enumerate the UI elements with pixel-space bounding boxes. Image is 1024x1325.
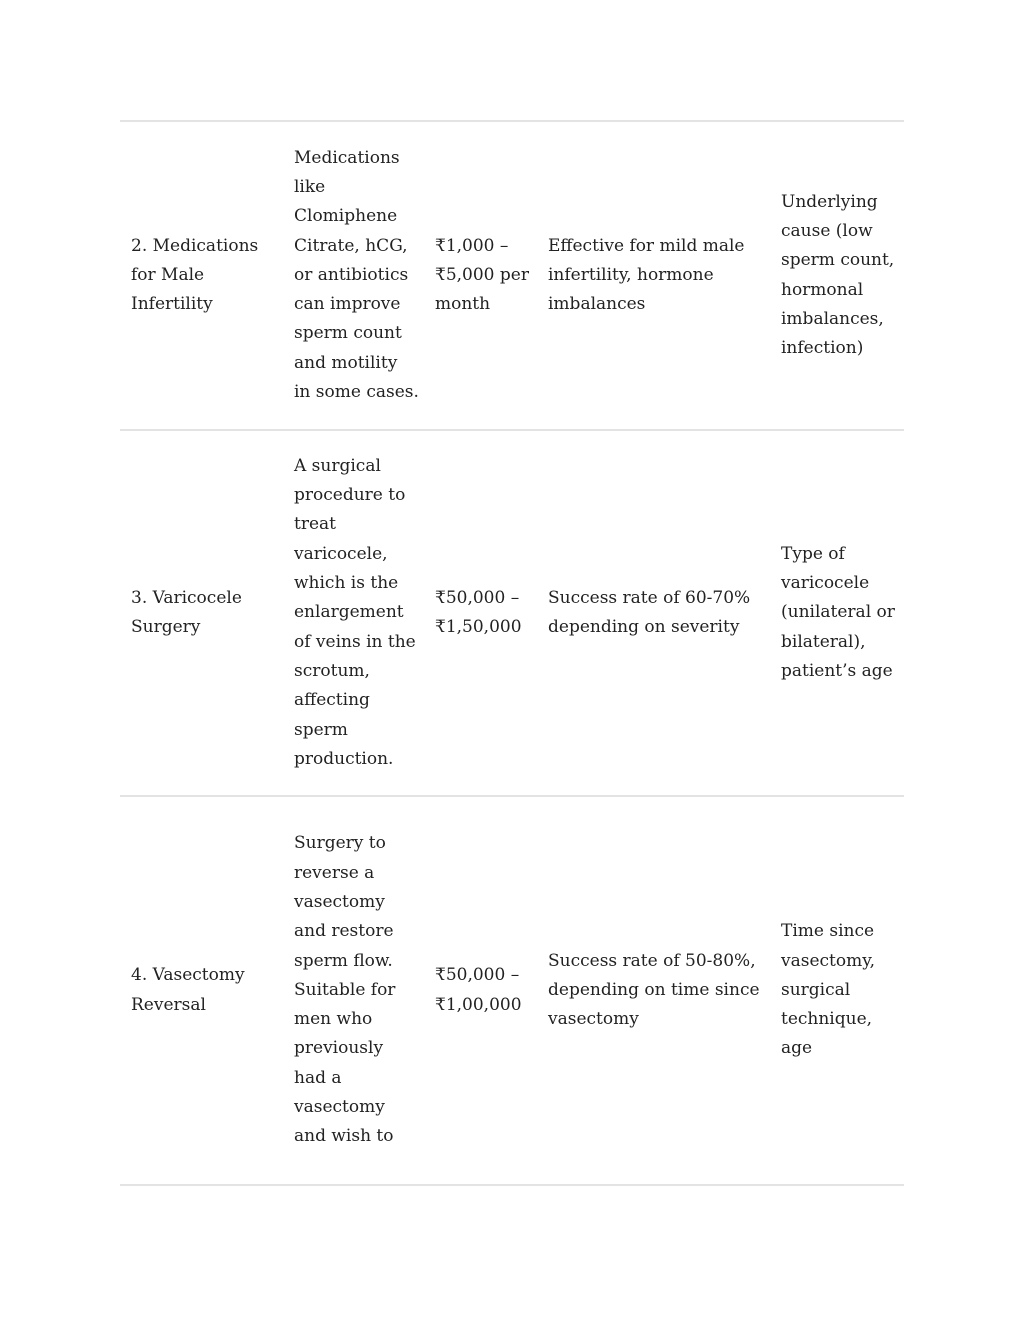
treatment-name: 2. Medications for Male Infertility (131, 235, 259, 315)
treatment-cost: ₹50,000 – ₹1,50,000 (435, 587, 522, 637)
cost-cell (435, 797, 535, 1184)
success-cell (548, 797, 763, 1184)
treatment-success-rate: Success rate of 50-80%, depending on time since vasectomy (548, 950, 760, 1030)
treatment-name: 3. Varicocele Surgery (131, 587, 242, 637)
treatment-description: A surgical procedure to treat varicocele, which is the enlargement of veins in the scrotum, affecting sperm production. (294, 455, 416, 769)
cost-cell (435, 431, 535, 795)
treatment-success-rate: Effective for mild male infertility, hormone imbalances (548, 235, 745, 315)
table-row (120, 122, 904, 431)
treatment-cost: ₹50,000 – ₹1,00,000 (435, 965, 522, 1015)
treatment-name-cell (131, 797, 281, 1184)
treatment-factors: Type of varicocele (unilateral or bilateral), patient’s age (781, 543, 895, 681)
description-cell (294, 122, 419, 429)
factors-cell (781, 797, 901, 1184)
treatment-description: Surgery to reverse a vasectomy and restore sperm flow. Suitable for men who previously had a vasectomy and wish to (294, 833, 396, 1147)
table-row (120, 431, 904, 797)
treatment-description: Medications like Clomiphene Citrate, hCG, or antibiotics can improve sperm count and motility in some cases. (294, 147, 419, 403)
treatment-name: 4. Vasectomy Reversal (131, 965, 245, 1015)
table-row (120, 797, 904, 1186)
description-cell (294, 797, 419, 1184)
treatment-cost: ₹1,000 – ₹5,000 per month (435, 235, 529, 315)
factors-cell (781, 122, 901, 429)
treatment-cost-table (120, 120, 904, 1186)
description-cell (294, 431, 419, 795)
treatment-success-rate: Success rate of 60-70% depending on severity (548, 587, 751, 637)
factors-cell (781, 431, 901, 795)
treatment-name-cell (131, 431, 281, 795)
treatment-factors: Time since vasectomy, surgical technique, age (781, 921, 875, 1059)
cost-cell (435, 122, 535, 429)
treatment-name-cell (131, 122, 281, 429)
treatment-factors: Underlying cause (low sperm count, hormonal imbalances, infection) (781, 191, 895, 359)
success-cell (548, 431, 763, 795)
success-cell (548, 122, 763, 429)
